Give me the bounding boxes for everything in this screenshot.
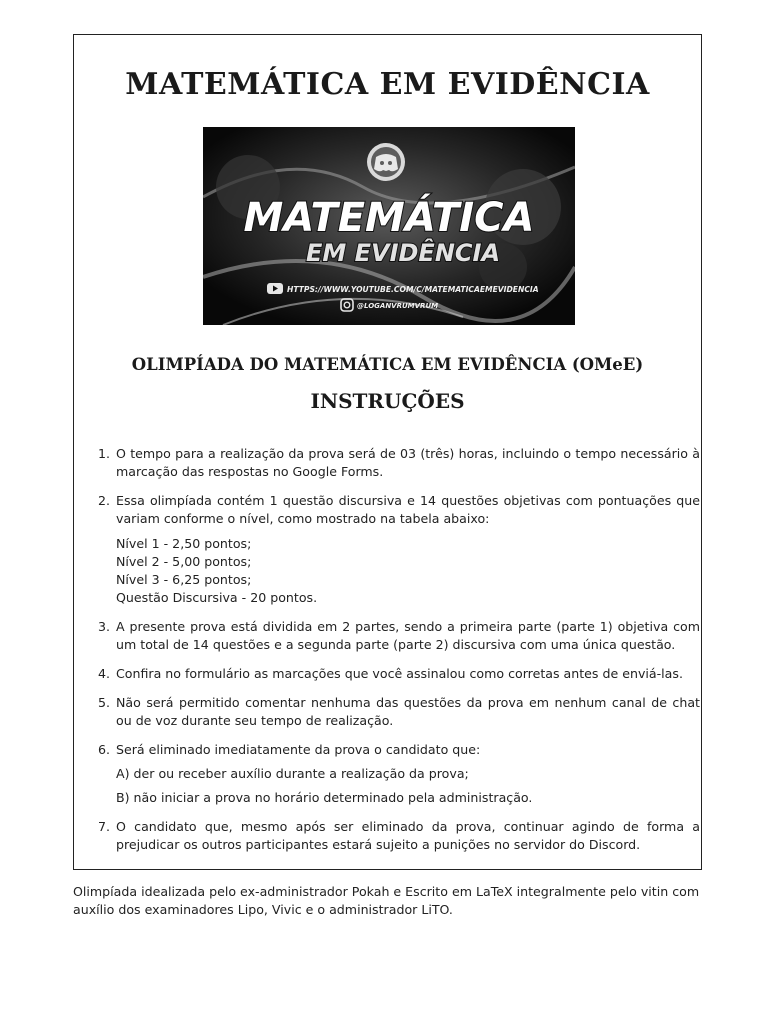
level-line: Nível 3 - 6,25 pontos;	[116, 572, 252, 587]
level-line: Nível 1 - 2,50 pontos;	[116, 536, 252, 551]
footer-note: Olimpíada idealizada pelo ex-administrador Pokah e Escrito em LaTeX integralmente pelo vitin com auxílio dos examinadores Lipo, Vivic e o administrador LiTO.	[73, 884, 700, 917]
item-number: 4.	[97, 666, 110, 681]
item-number: 3.	[97, 619, 110, 634]
item-text: Essa olimpíada contém 1 questão discursiva e 14 questões objetivas com pontuações que variam conforme o nível, como mostrado na tabela abaixo:	[116, 493, 700, 526]
list-item	[96, 445, 700, 481]
banner-youtube-url: HTTPS://WWW.YOUTUBE.COM/C/MATEMATICAEMEVIDENCIA	[287, 285, 539, 294]
item-text: Será eliminado imediatamente da prova o candidato que:	[116, 742, 481, 757]
olympiad-subtitle: OLIMPÍADA DO MATEMÁTICA EM EVIDÊNCIA (OMeE)	[131, 355, 644, 374]
item-text: O candidato que, mesmo após ser eliminado da prova, continuar agindo de forma a prejudicar os outros participantes estará sujeito a punições no servidor do Discord.	[116, 819, 700, 852]
item-number: 5.	[97, 695, 110, 710]
item-number: 6.	[97, 742, 110, 757]
item-text: A presente prova está dividida em 2 partes, sendo a primeira parte (parte 1) objetiva com um total de 14 questões e a segunda parte (parte 2) discursiva com uma única questão.	[116, 619, 700, 652]
instructions-list	[96, 445, 700, 854]
list-item	[96, 741, 700, 807]
youtube-icon	[267, 283, 283, 294]
banner-image	[203, 127, 575, 325]
level-line: Nível 2 - 5,00 pontos;	[116, 554, 252, 569]
document-frame	[73, 34, 702, 870]
list-item	[96, 492, 700, 607]
list-item	[96, 818, 700, 854]
banner-logo-line1: MATEMÁTICA	[243, 195, 535, 241]
item-text: Confira no formulário as marcações que você assinalou como corretas antes de enviá-las.	[116, 666, 683, 681]
list-item	[96, 694, 700, 730]
banner-instagram-handle: @LOGANVRUMVRUM	[357, 302, 439, 310]
item-text: O tempo para a realização da prova será de 03 (três) horas, incluindo o tempo necessário à marcação das respostas no Google Forms.	[116, 446, 700, 479]
page-title: MATEMÁTICA EM EVIDÊNCIA	[125, 67, 650, 102]
discord-icon	[367, 143, 405, 181]
instructions-heading: INSTRUÇÕES	[310, 389, 465, 413]
banner-logo-line2: EM EVIDÊNCIA	[305, 239, 501, 267]
item-number: 2.	[97, 493, 110, 508]
item-number: 7.	[97, 819, 110, 834]
option-line: A) der ou receber auxílio durante a realização da prova;	[116, 766, 469, 781]
item-number: 1.	[97, 446, 110, 461]
level-line: Questão Discursiva - 20 pontos.	[116, 590, 318, 605]
list-item	[96, 665, 700, 683]
option-line: B) não iniciar a prova no horário determinado pela administração.	[116, 790, 533, 805]
item-text: Não será permitido comentar nenhuma das questões da prova em nenhum canal de chat ou de voz durante seu tempo de realização.	[116, 695, 700, 728]
list-item	[96, 618, 700, 654]
